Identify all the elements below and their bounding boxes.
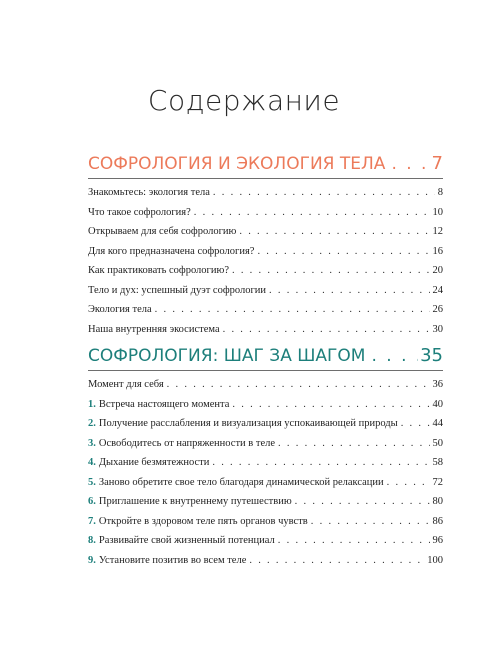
entry-list bbox=[88, 183, 443, 339]
entry-text: Открываем для себя софрологию bbox=[88, 226, 237, 237]
entry-page-number: 100 bbox=[427, 554, 443, 566]
entry-number: 9. bbox=[88, 554, 96, 566]
toc-entry[interactable] bbox=[88, 222, 443, 242]
entry-title bbox=[88, 222, 236, 242]
dot-leader bbox=[269, 281, 429, 301]
entry-text: Откройте в здоровом теле пять органов чувств bbox=[98, 515, 308, 527]
entry-page-number: 96 bbox=[432, 535, 443, 546]
entry-text: Установите позитив во всем теле bbox=[98, 554, 247, 566]
toc-entry[interactable] bbox=[88, 434, 443, 454]
entry-text: Освободитесь от напряженности в теле bbox=[98, 437, 276, 449]
entry-text: Тело и дух: успешный дуэт софрологии bbox=[88, 284, 267, 296]
toc-entry[interactable] bbox=[88, 531, 443, 551]
dot-leader bbox=[391, 154, 429, 174]
dot-leader bbox=[257, 242, 429, 262]
dot-leader bbox=[249, 551, 424, 571]
dot-leader bbox=[239, 222, 429, 242]
entry-title bbox=[88, 473, 384, 493]
toc-section-1 bbox=[88, 153, 443, 339]
dot-leader bbox=[223, 320, 430, 340]
dot-leader bbox=[387, 473, 430, 493]
toc-entry[interactable] bbox=[88, 453, 443, 473]
dot-leader bbox=[167, 375, 430, 395]
entry-title bbox=[88, 375, 164, 395]
section-title: СОФРОЛОГИЯ И ЭКОЛОГИЯ ТЕЛА bbox=[88, 154, 386, 174]
dot-leader bbox=[213, 183, 435, 203]
entry-title bbox=[88, 492, 292, 512]
toc-entry[interactable] bbox=[88, 395, 443, 415]
entry-text: Наша внутренняя экосистема bbox=[88, 323, 220, 335]
entry-number: 1. bbox=[88, 398, 96, 410]
entry-text: Знакомьтесь: экология тела bbox=[88, 187, 210, 198]
entry-number: 8. bbox=[88, 535, 96, 546]
entry-title bbox=[88, 300, 152, 320]
dot-leader bbox=[295, 492, 430, 512]
toc-entry[interactable] bbox=[88, 375, 443, 395]
toc-entry[interactable] bbox=[88, 473, 443, 493]
entry-text: Дыхание безмятежности bbox=[98, 457, 210, 468]
toc-entry[interactable] bbox=[88, 320, 443, 340]
dot-leader bbox=[401, 414, 430, 434]
entry-page-number: 50 bbox=[432, 437, 443, 449]
toc-entry[interactable] bbox=[88, 203, 443, 223]
entry-title bbox=[88, 281, 266, 301]
entry-number: 5. bbox=[88, 476, 96, 488]
section-divider bbox=[88, 178, 443, 179]
entry-text: Встреча настоящего момента bbox=[98, 398, 230, 410]
entry-title bbox=[88, 414, 398, 434]
entry-page-number: 16 bbox=[432, 245, 443, 257]
entry-text: Приглашение к внутреннему путешествию bbox=[98, 496, 292, 507]
entry-number: 7. bbox=[88, 515, 96, 527]
entry-title bbox=[88, 551, 246, 571]
toc-entry[interactable] bbox=[88, 492, 443, 512]
entry-text: Для кого предназначена софрология? bbox=[88, 245, 255, 257]
dot-leader bbox=[212, 453, 429, 473]
section-page-number: 7 bbox=[431, 153, 443, 174]
entry-page-number: 20 bbox=[432, 265, 443, 276]
dot-leader bbox=[278, 434, 429, 454]
entry-page-number: 8 bbox=[437, 187, 443, 198]
dot-leader bbox=[278, 531, 430, 551]
page-title: Содержание bbox=[147, 84, 341, 117]
entry-title bbox=[88, 242, 254, 262]
entry-page-number: 40 bbox=[432, 398, 443, 410]
section-divider bbox=[88, 370, 443, 371]
dot-leader bbox=[232, 261, 430, 281]
entry-page-number: 24 bbox=[432, 284, 443, 296]
entry-title bbox=[88, 434, 275, 454]
entry-list bbox=[88, 375, 443, 570]
toc-entry[interactable] bbox=[88, 261, 443, 281]
entry-page-number: 86 bbox=[432, 515, 443, 527]
entry-title bbox=[88, 183, 210, 203]
toc-entry[interactable] bbox=[88, 242, 443, 262]
entry-page-number: 10 bbox=[432, 206, 443, 218]
entry-text: Заново обретите свое тело благодаря динамической релаксации bbox=[98, 476, 384, 488]
entry-text: Развивайте свой жизненный потенциал bbox=[98, 535, 275, 546]
entry-text: Что такое софрология? bbox=[88, 206, 191, 218]
dot-leader bbox=[311, 512, 430, 532]
toc-entry[interactable] bbox=[88, 551, 443, 571]
entry-page-number: 12 bbox=[432, 226, 443, 237]
entry-text: Экология тела bbox=[88, 304, 152, 315]
entry-text: Как практиковать софрологию? bbox=[88, 265, 229, 276]
toc-entry[interactable] bbox=[88, 414, 443, 434]
entry-title bbox=[88, 320, 220, 340]
entry-page-number: 26 bbox=[432, 304, 443, 315]
dot-leader bbox=[155, 300, 430, 320]
toc-entry[interactable] bbox=[88, 512, 443, 532]
entry-page-number: 58 bbox=[432, 457, 443, 468]
entry-number: 6. bbox=[88, 496, 96, 507]
dot-leader bbox=[371, 346, 418, 366]
entry-page-number: 30 bbox=[432, 323, 443, 335]
dot-leader bbox=[194, 203, 430, 223]
entry-page-number: 36 bbox=[432, 379, 443, 390]
entry-title bbox=[88, 453, 209, 473]
entry-page-number: 72 bbox=[432, 476, 443, 488]
entry-text: Получение расслабления и визуализация успокаивающей природы bbox=[98, 418, 398, 429]
entry-title bbox=[88, 203, 191, 223]
entry-title bbox=[88, 512, 308, 532]
entry-title bbox=[88, 395, 229, 415]
toc-section-2 bbox=[88, 345, 443, 570]
entry-number: 2. bbox=[88, 418, 96, 429]
section-title: СОФРОЛОГИЯ: ШАГ ЗА ШАГОМ bbox=[88, 346, 366, 366]
section-page-number: 35 bbox=[420, 345, 443, 366]
section-heading bbox=[88, 153, 443, 175]
entry-title bbox=[88, 261, 229, 281]
entry-title bbox=[88, 531, 275, 551]
entry-number: 4. bbox=[88, 457, 96, 468]
toc-entry[interactable] bbox=[88, 183, 443, 203]
toc-entry[interactable] bbox=[88, 300, 443, 320]
entry-page-number: 80 bbox=[432, 496, 443, 507]
dot-leader bbox=[232, 395, 429, 415]
entry-number: 3. bbox=[88, 437, 96, 449]
section-heading bbox=[88, 345, 443, 367]
entry-page-number: 44 bbox=[432, 418, 443, 429]
toc-entry[interactable] bbox=[88, 281, 443, 301]
entry-text: Момент для себя bbox=[88, 379, 164, 390]
